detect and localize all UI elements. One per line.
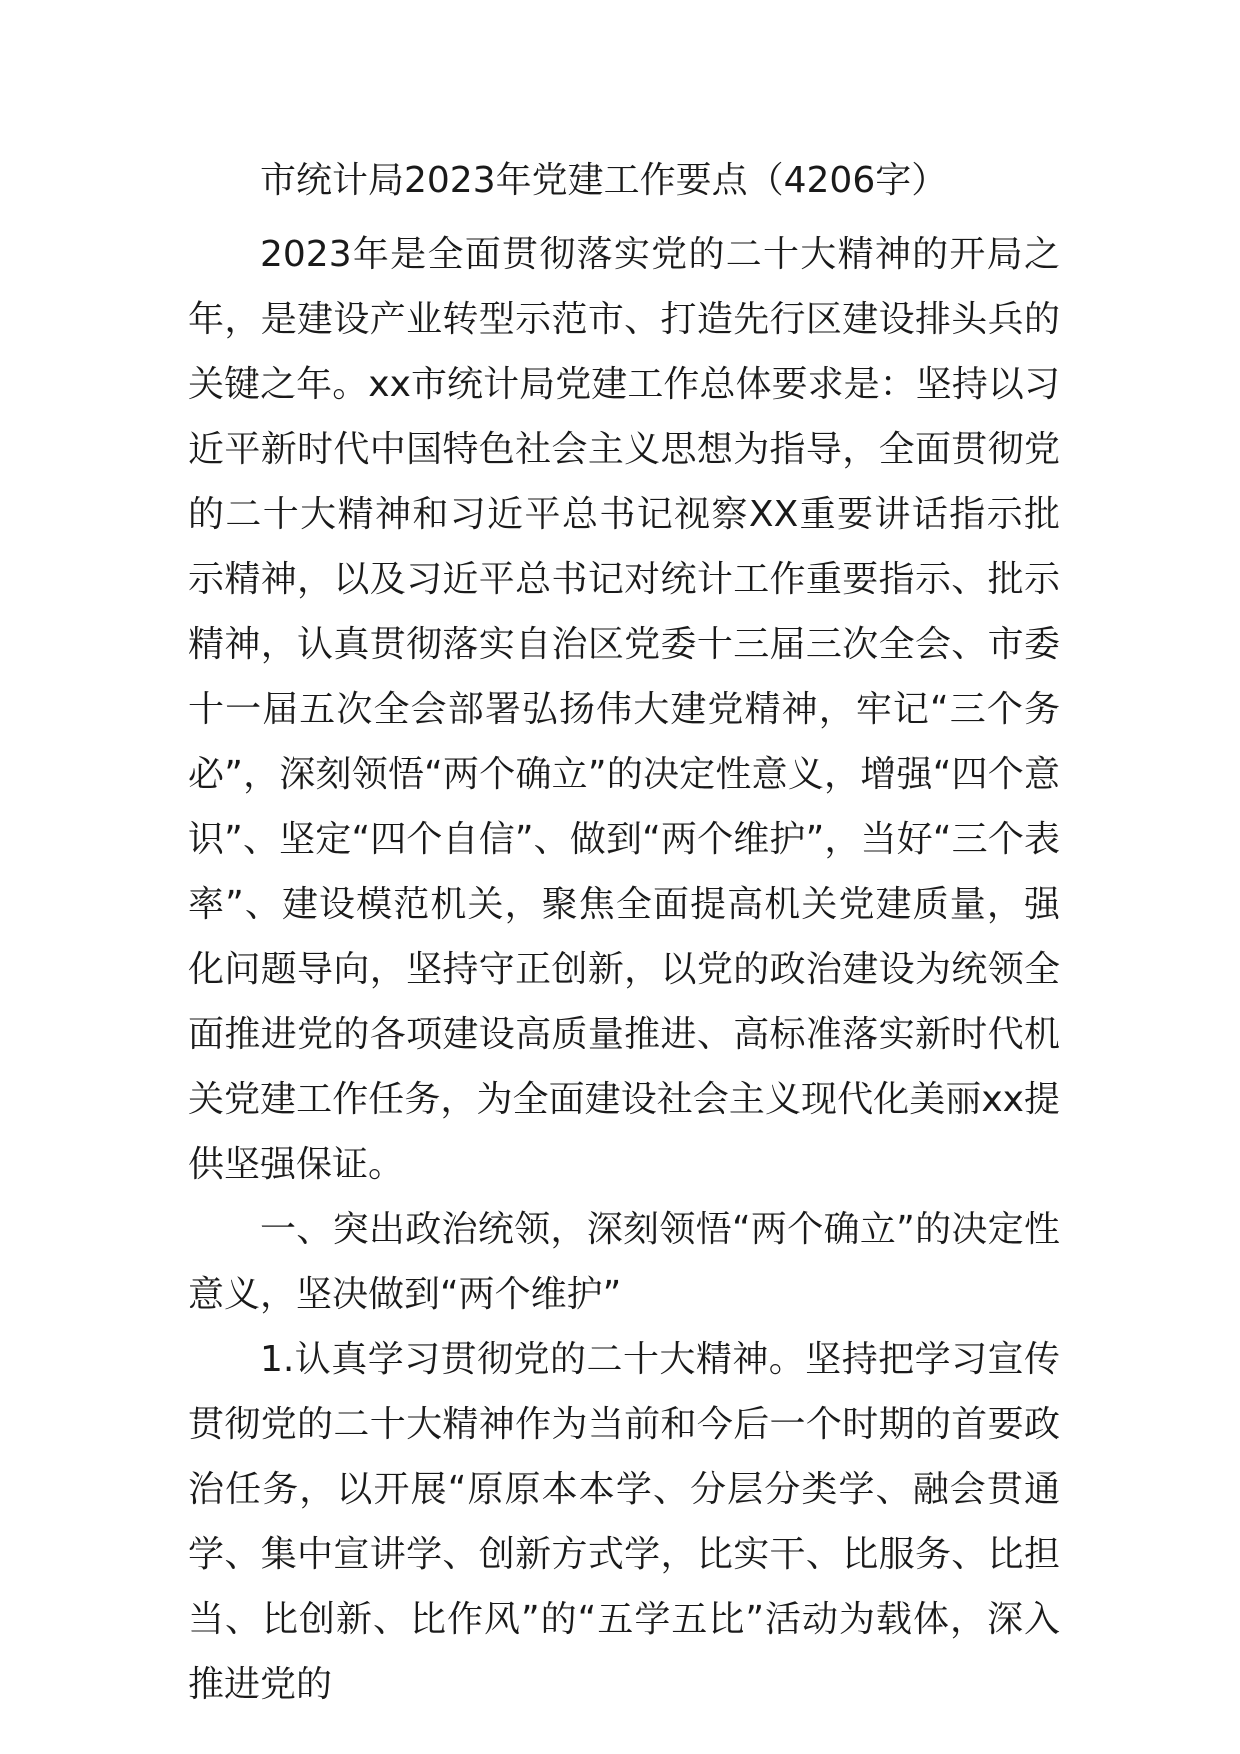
section-item-paragraph: 1.认真学习贯彻党的二十大精神。坚持把学习宣传贯彻党的二十大精神作为当前和今后一个时期的首要政治任务，以开展“原原本本学、分层分类学、融会贯通学、集中宣讲学、创新方式学，比实干、比服务、比担当、比创新、比作风”的“五学五比”活动为载体，深入推进党的	[188, 1339, 1060, 1705]
section-heading: 一、突出政治统领，深刻领悟“两个确立”的决定性意义，坚决做到“两个维护”	[188, 1209, 1060, 1315]
intro-paragraph: 2023年是全面贯彻落实党的二十大精神的开局之年，是建设产业转型示范市、打造先行区建设排头兵的关键之年。xx市统计局党建工作总体要求是：坚持以习近平新时代中国特色社会主义思想为指导，全面贯彻党的二十大精神和习近平总书记视察XX重要讲话指示批示精神，以及习近平总书记对统计工作重要指示、批示精神，认真贯彻落实自治区党委十三届三次全会、市委十一届五次全会部署弘扬伟大建党精神，牢记“三个务必”，深刻领悟“两个确立”的决定性意义，增强“四个意识”、坚定“四个自信”、做到“两个维护”，当好“三个表率”、建设模范机关，聚焦全面提高机关党建质量，强化问题导向，坚持守正创新，以党的政治建设为统领全面推进党的各项建设高质量推进、高标准落实新时代机关党建工作任务，为全面建设社会主义现代化美丽xx提供坚强保证。	[188, 234, 1060, 1185]
document-title: 市统计局2023年党建工作要点（4206字）	[260, 160, 948, 201]
document-body	[188, 162, 1060, 1717]
